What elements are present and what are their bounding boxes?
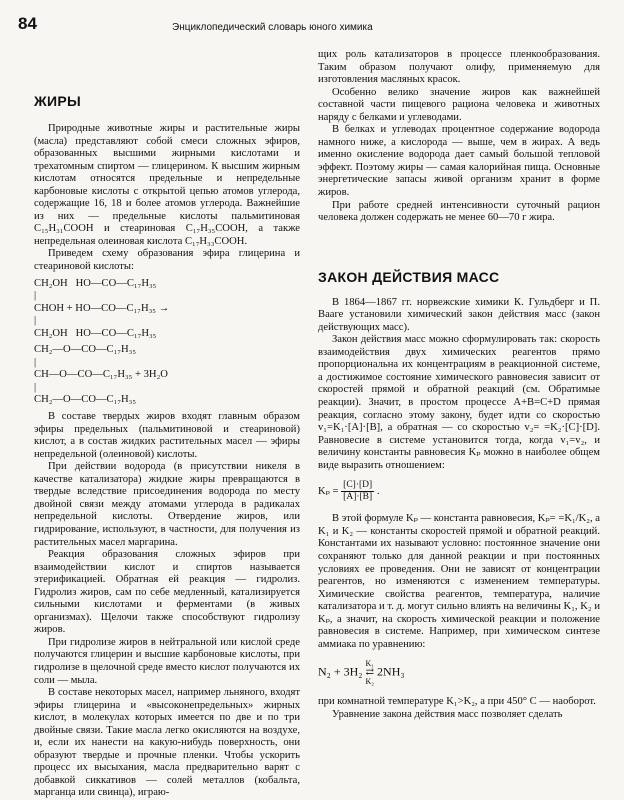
paragraph: В составе твердых жиров входят главным образом эфиры предельных (пальмитиновой и стеариновой) кислот, а в состав жидких растительных масел — эфиры непредельной (олеиновой) кислоты. (34, 411, 300, 460)
right-column (318, 49, 600, 721)
reaction-scheme-reactants: CH₂OH HO—CO—C₁₇H₃₅ | CHOH + HO—CO—C₁₇H₃₅ → | CH₂OH HO—CO—C₁₇H₃₅ (34, 277, 170, 339)
formula-fraction (341, 480, 374, 503)
formula-numerator: [C]·[D] (343, 480, 373, 491)
paragraph: В белках и углеводах процентное содержание водорода намного ниже, а кислорода — выше, чем в жирах. А ведь именно окисление водорода дает самый большой тепловой эффект. Поэтому жиры — самая калорийная пища. Основные энергетические запасы живой организм хранит в форме жиров. (318, 124, 600, 199)
paragraph: При работе средней интенсивности суточный рацион человека должен содержать не менее 60—70 г жира. (318, 199, 600, 224)
paragraph: при комнатной температуре K₁>K₂, а при 450° C — наоборот. (318, 696, 596, 708)
article-title-zakon: ЗАКОН ДЕЙСТВИЯ МАСС (318, 268, 500, 285)
paragraph: Закон действия масс можно сформулировать так: скорость взаимодействия двух химических реагентов прямо пропорциональна их концентрациям в реакционной системе, а достижимое состояние химического равновесия зависит от скоростей прямой и обратной реакций (см. Обратимые реакции). Значит, в простом процессе A+B=C+D прямая реакция, согласно этому закону, будет идти со скоростью v₁=K₁·[A]·[B], а обратная — со скоростью v₂= =K₂·[C]·[D]. Равновесие в системе установится тогда, когда v₁=v₂, и величину константы равновесия Kₚ можно в наиболее общем виде выразить отношением: (318, 334, 600, 471)
ammonia-synthesis-equation (318, 659, 600, 686)
page-number: 84 (18, 14, 37, 33)
paragraph: В 1864—1867 гг. норвежские химики К. Гульдберг и П. Вааге установили химический закон действия масс (закон действующих масс). (318, 296, 600, 333)
left-column (34, 75, 300, 800)
equation-lhs: N₂ + 3H₂ (318, 664, 363, 679)
paragraph: В этой формуле Kₚ — константа равновесия, Kₚ= =K₁/K₂, а K₁ и K₂ — константы скоростей прямой и обратной реакций. Константами их называют условно: постоянное значение они сохраняют только для данной реакции и при постоянных условиях ее проведения. Они не зависят от концентрации реагентов, но изменяются с изменением температуры. Химические свойства реагентов, температура, наличие катализатора и т. д. могут сильно влиять на величины K₁, K₂ и Kₚ, а значит, на скорость химической реакции и положение равновесия в системе. Например, при химическом синтезе аммиака по уравнению: (318, 513, 600, 650)
paragraph: В составе некоторых масел, например льняного, входят эфиры глицерина и «высоконепредельных» жирных кислот, в молекулах которых имеется по две и по три двойные связи. Такие масла легко окисляются на воздухе, и, если их нанести на какую-нибудь поверхность, они образуют твердые и прочные пленки. Чтобы ускорить процесс их высыхания, масла предварительно варят с добавкой сиккативов — солей металлов (кобальта, марганца или свинца), играю- (34, 687, 300, 799)
reversible-arrows (365, 659, 374, 686)
rate-constant-reverse: K₂ (365, 677, 375, 687)
paragraph: Уравнение закона действия масс позволяет сделать (332, 708, 563, 720)
paragraph: Природные животные жиры и растительные жиры (масла) представляют собой смеси сложных эфиров, образованных высшими жирными кислотами и трехатомным спиртом — глицерином. К высшим жирным кислотам относятся предельные и непредельные карбоновые кислоты с открытой цепью атомов углерода, содержащие 16, 18 и более атомов углерода. Важнейшие из них — предельные кислоты пальмитиновая C₁₅H₃₁COOH и стеариновая C₁₇H₃₅COOH, а также непредельная олеиновая кислота C₁₇H₃₃COOH. (34, 123, 300, 247)
equation-rhs: 2NH₃ (377, 664, 405, 679)
paragraph: Реакция образования сложных эфиров при взаимодействии кислот и спиртов называется этерификацией. Обратная ей реакция — гидролиз. Гидролиз жиров, сам по себе медленный, катализируется сильными кислотами и ферментами (в живых организмах). Щелочи также способствуют гидролизу жиров. (34, 549, 300, 636)
formula-end: . (376, 486, 380, 498)
paragraph: При гидролизе жиров в нейтральной или кислой среде получаются глицерин и высшие карбоновые кислоты, при гидролизе в щелочной среде вместо кислот получаются их соли — мыла. (34, 636, 300, 686)
article-title-jiry: ЖИРЫ (34, 93, 81, 109)
paragraph: щих роль катализаторов в процессе пленкообразования. Таким образом получают олифу, применяемую для изготовления масляных красок. (318, 49, 600, 86)
formula-lhs: Kₚ = (318, 486, 339, 498)
reaction-scheme-products: CH₂—O—CO—C₁₇H₃₅ | CH—O—CO—C₁₇H₃₅ + 3H₂O | CH₂—O—CO—C₁₇H₃₅ (34, 344, 168, 406)
paragraph: Особенно велико значение жиров как важнейшей составной части пищевого рациона человека и животных наряду с белками и углеводами. (318, 86, 600, 123)
equilibrium-arrows-icon: ⇄ (365, 667, 374, 679)
formula-denominator: [A]·[B] (343, 492, 373, 503)
rate-constant-forward: K₁ (365, 659, 375, 669)
paragraph: При действии водорода (в присутствии никеля в качестве катализатора) жидкие жиры превращаются в твердые вследствие присоединения водорода по месту двойной связи между атомами углерода в радикалах непредельной кислоты. Отвердение жиров, или гидрирование, используют, в частности, для получения из растительных масел маргарина. (34, 461, 300, 548)
paragraph: Приведем схему образования эфира глицерина и стеариновой кислоты: (34, 248, 300, 273)
equilibrium-constant-formula (318, 480, 600, 503)
running-title: Энциклопедический словарь юного химика (172, 22, 373, 33)
